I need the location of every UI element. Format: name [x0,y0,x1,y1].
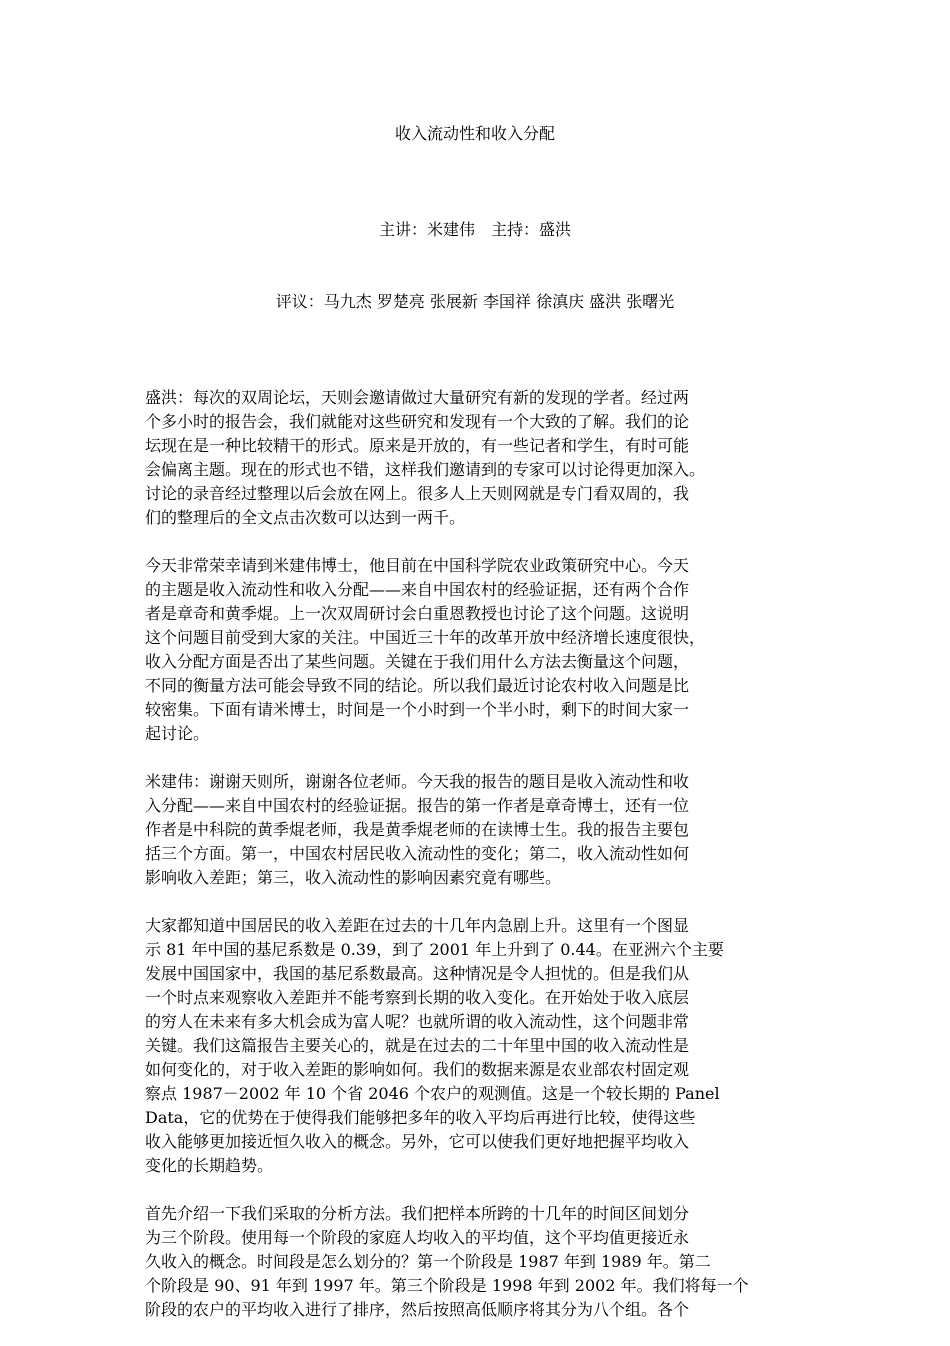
paragraph [145,1202,805,1322]
text-line: 久收入的概念。时间段是怎么划分的？第一个阶段是 1987 年到 1989 年。第二 [145,1252,711,1271]
text-line: 作者是中科院的黄季焜老师，我是黄季焜老师的在读博士生。我的报告主要包 [145,820,690,839]
paragraph [145,554,805,746]
text-line: 变化的长期趋势。 [145,1156,274,1175]
text-line: 阶段的农户的平均收入进行了排序，然后按照高低顺序将其分为八个组。各个 [145,1300,690,1319]
text-line: 者是章奇和黄季焜。上一次双周研讨会白重恩教授也讨论了这个问题。这说明 [145,604,690,623]
text-line: 收入分配方面是否出了某些问题。关键在于我们用什么方法去衡量这个问题， [145,652,690,671]
text-line: 入分配——来自中国农村的经验证据。报告的第一作者是章奇博士，还有一位 [145,796,690,815]
speaker-host-line: 主讲：米建伟 主持：盛洪 [378,220,571,239]
commentators-line: 评议：马九杰 罗楚亮 张展新 李国祥 徐滇庆 盛洪 张曙光 [275,292,675,311]
text-line: 个多小时的报告会，我们就能对这些研究和发现有一个大致的了解。我们的论 [145,412,690,431]
body-text [145,386,805,1322]
text-line: 收入能够更加接近恒久收入的概念。另外，它可以使我们更好地把握平均收入 [145,1132,690,1151]
text-line: 个阶段是 90、91 年到 1997 年。第三个阶段是 1998 年到 2002 年。我们将每一个 [145,1276,749,1295]
text-line: 首先介绍一下我们采取的分析方法。我们把样本所跨的十几年的时间区间划分 [145,1204,690,1223]
document-title: 收入流动性和收入分配 [394,124,555,143]
text-line: 影响收入差距；第三，收入流动性的影响因素究竟有哪些。 [145,868,562,887]
credits-block [145,170,805,362]
text-line: 们的整理后的全文点击次数可以达到一两千。 [145,508,466,527]
text-line: 发展中国国家中，我国的基尼系数最高。这种情况是令人担忧的。但是我们从 [145,964,690,983]
text-line: 今天非常荣幸请到米建伟博士，他目前在中国科学院农业政策研究中心。今天 [145,556,690,575]
text-line: 这个问题目前受到大家的关注。中国近三十年的改革开放中经济增长速度很快， [145,628,706,647]
text-line: 括三个方面。第一，中国农村居民收入流动性的变化；第二，收入流动性如何 [145,844,690,863]
text-line: 察点 1987－2002 年 10 个省 2046 个农户的观测值。这是一个较长期的 Panel [145,1084,720,1103]
text-line: 较密集。下面有请米博士，时间是一个小时到一个半小时，剩下的时间大家一 [145,700,690,719]
text-line: 盛洪：每次的双周论坛，天则会邀请做过大量研究有新的发现的学者。经过两 [145,388,690,407]
text-line: 为三个阶段。使用每一个阶段的家庭人均收入的平均值，这个平均值更接近永 [145,1228,690,1247]
text-line: 会偏离主题。现在的形式也不错，这样我们邀请到的专家可以讨论得更加深入。 [145,460,706,479]
text-line: 米建伟：谢谢天则所，谢谢各位老师。今天我的报告的题目是收入流动性和收 [145,772,690,791]
text-line: 关键。我们这篇报告主要关心的，就是在过去的二十年里中国的收入流动性是 [145,1036,690,1055]
text-line: 坛现在是一种比较精干的形式。原来是开放的，有一些记者和学生，有时可能 [145,436,690,455]
text-line: 起讨论。 [145,724,210,743]
text-line: 的主题是收入流动性和收入分配——来自中国农村的经验证据，还有两个合作 [145,580,690,599]
text-line: Data，它的优势在于使得我们能够把多年的收入平均后再进行比较，使得这些 [145,1108,696,1127]
text-line: 一个时点来观察收入差距并不能考察到长期的收入变化。在开始处于收入底层 [145,988,690,1007]
text-line: 示 81 年中国的基尼系数是 0.39，到了 2001 年上升到了 0.44。在亚洲六个主要 [145,940,724,959]
text-line: 大家都知道中国居民的收入差距在过去的十几年内急剧上升。这里有一个图显 [145,916,690,935]
text-line: 不同的衡量方法可能会导致不同的结论。所以我们最近讨论农村收入问题是比 [145,676,690,695]
text-line: 如何变化的，对于收入差距的影响如何。我们的数据来源是农业部农村固定观 [145,1060,690,1079]
paragraph [145,914,805,1178]
paragraph [145,770,805,890]
document-page [145,122,805,1346]
text-line: 的穷人在未来有多大机会成为富人呢？也就所谓的收入流动性，这个问题非常 [145,1012,690,1031]
paragraph [145,386,805,530]
text-line: 讨论的录音经过整理以后会放在网上。很多人上天则网就是专门看双周的，我 [145,484,690,503]
